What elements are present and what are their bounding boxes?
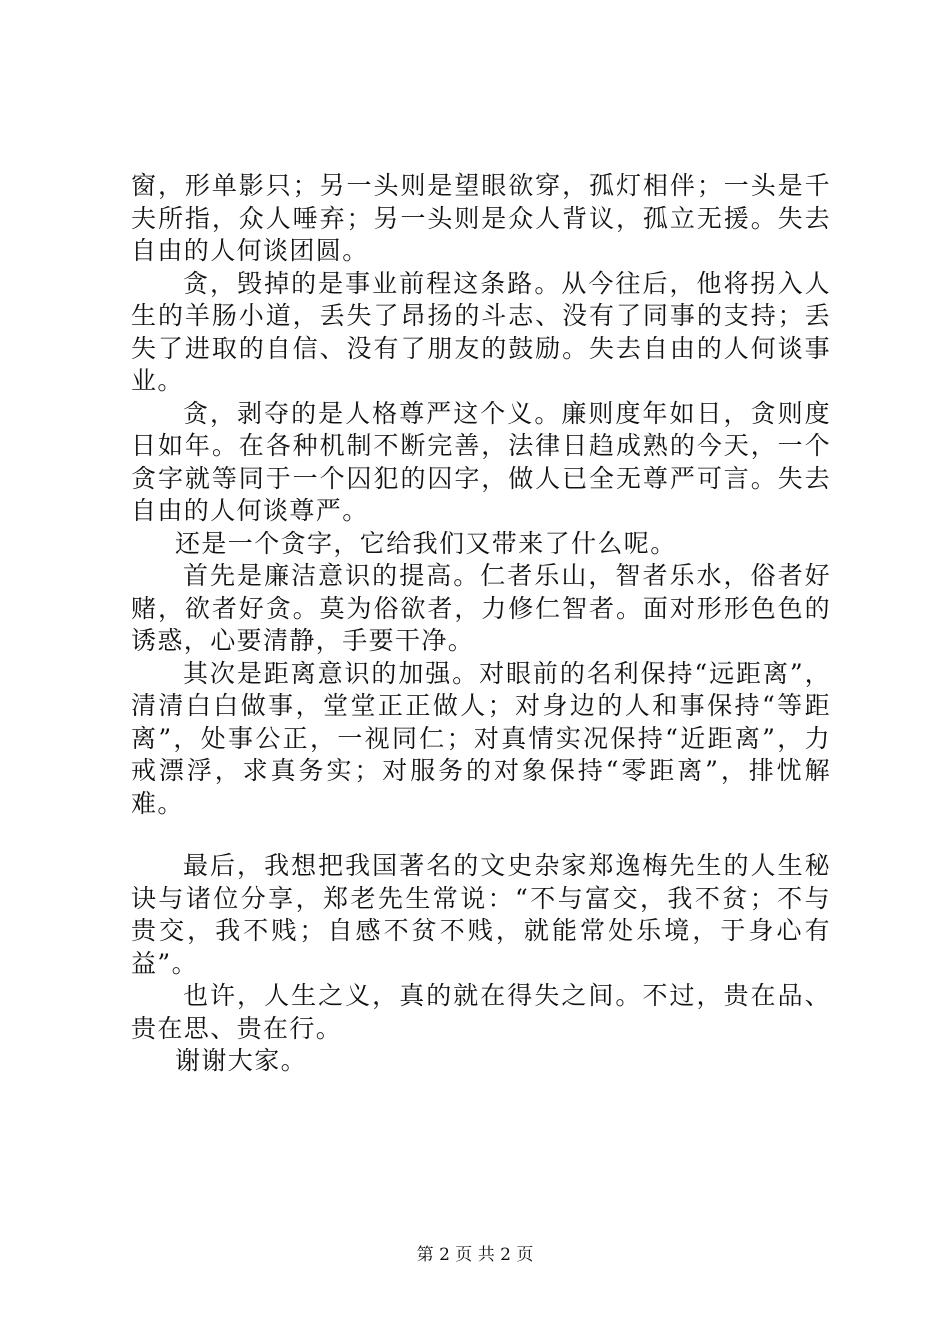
- paragraph-thanks: 谢谢大家。: [175, 1046, 308, 1075]
- page-number-footer: 第 2 页 共 2 页: [416, 1245, 534, 1265]
- paragraph-career: 贪，毁掉的是事业前程这条路。从今往后，他将拐入人生的羊肠小道，丢失了昂扬的斗志、没有了同事的支持；丢失了进取的自信、没有了朋友的鼓励。失去自由的人何谈事业。: [131, 268, 831, 395]
- paragraph-first: 首先是廉洁意识的提高。仁者乐山，智者乐水，俗者好赌，欲者好贪。莫为俗欲者，力修仁智者。面对形形色色的诱惑，心要清静，手要干净。: [131, 561, 831, 655]
- paragraph-second: 其次是距离意识的加强。对眼前的名利保持“远距离”，清清白白做事，堂堂正正做人；对身边的人和事保持“等距离”，处事公正，一视同仁；对真情实况保持“近距离”，力戒漂浮，求真务实；对服务的对象保持“零距离”，排忧解难。: [131, 658, 831, 818]
- paragraph-continuation: 窗，形单影只；另一头则是望眼欲穿，孤灯相伴；一头是千夫所指，众人唾弃；另一头则是众人背议，孤立无援。失去自由的人何谈团圆。: [131, 171, 831, 265]
- paragraph-dignity: 贪，剥夺的是人格尊严这个义。廉则度年如日，贪则度日如年。在各种机制不断完善，法律日趋成熟的今天，一个贪字就等同于一个囚犯的囚字，做人已全无尊严可言。失去自由的人何谈尊严。: [131, 398, 831, 525]
- paragraph-question: 还是一个贪字，它给我们又带来了什么呢。: [175, 528, 677, 558]
- paragraph-last: 最后，我想把我国著名的文史杂家郑逸梅先生的人生秘诀与诸位分享，郑老先生常说：“不与富交，我不贫；不与贵交，我不贱；自感不贫不贱，就能常处乐境，于身心有益”。: [131, 851, 831, 978]
- paragraph-perhaps: 也许，人生之义，真的就在得失之间。不过，贵在品、贵在思、贵在行。: [131, 981, 831, 1043]
- document-body: [131, 170, 831, 1078]
